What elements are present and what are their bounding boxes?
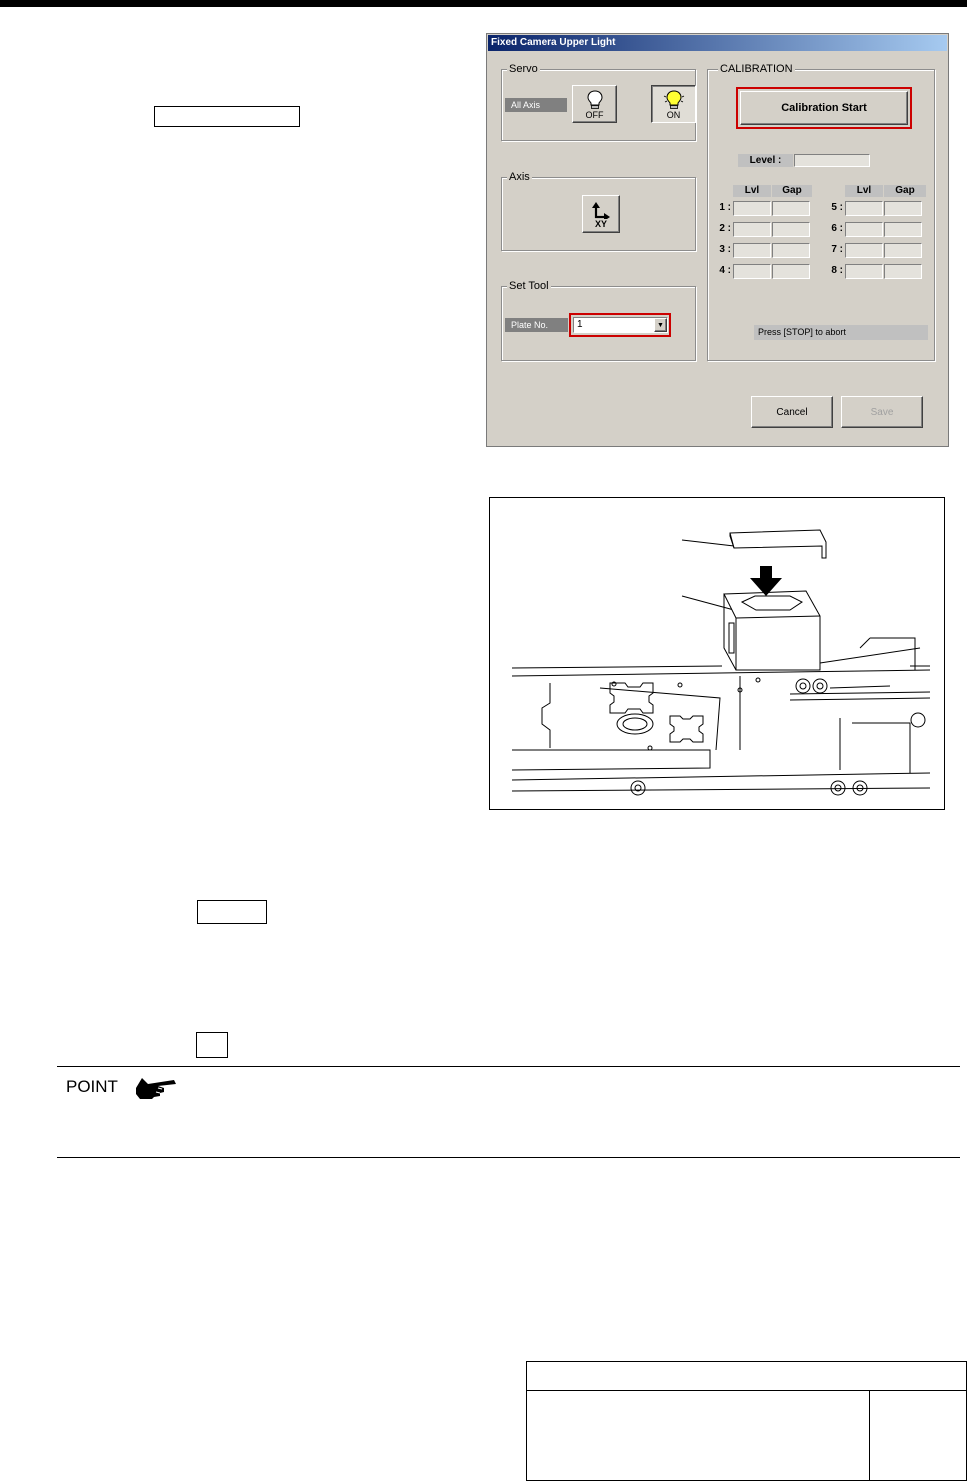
servo-group-label: Servo: [509, 63, 538, 75]
point-label: POINT: [66, 1077, 118, 1096]
col-lvl-header: Lvl: [733, 185, 771, 197]
lvl-cell: [845, 222, 883, 237]
servo-on-label: ON: [666, 110, 681, 120]
pointing-hand-icon: [134, 1074, 178, 1100]
gap-cell: [884, 264, 922, 279]
calibration-group: [707, 63, 935, 361]
plate-no-label: Plate No.: [505, 318, 568, 332]
xy-arrow-icon: [591, 201, 611, 219]
lvl-cell: [733, 201, 771, 216]
level-label: Level :: [738, 154, 793, 167]
plate-installation-figure: [489, 497, 945, 810]
lvl-cell: [845, 201, 883, 216]
gap-cell: [884, 243, 922, 258]
plate-no-select[interactable]: [573, 317, 668, 333]
table-column-divider: [869, 1390, 870, 1480]
row-label: 8 :: [831, 265, 843, 276]
row-label: 1 :: [719, 202, 731, 213]
camera-plate-illustration: [490, 498, 944, 809]
key-placeholder-box: [154, 106, 300, 127]
row-label: 4 :: [719, 265, 731, 276]
key-placeholder-box: [197, 900, 267, 924]
set-tool-group-label: Set Tool: [509, 280, 549, 292]
lvl-cell: [845, 264, 883, 279]
cancel-button[interactable]: Cancel: [751, 396, 833, 428]
lvl-cell: [733, 264, 771, 279]
fixed-camera-dialog: [486, 33, 949, 447]
gap-cell: [884, 222, 922, 237]
bulb-off-icon: [586, 90, 604, 110]
col-gap-header: Gap: [772, 185, 812, 197]
table-header-rule: [527, 1390, 966, 1391]
gap-cell: [772, 201, 810, 216]
axis-xy-button[interactable]: [582, 195, 620, 233]
col-gap-header: Gap: [884, 185, 926, 197]
row-label: 5 :: [831, 202, 843, 213]
gap-cell: [772, 264, 810, 279]
calibration-status: Press [STOP] to abort: [754, 325, 928, 340]
axis-xy-label: XY: [594, 219, 607, 229]
servo-on-button[interactable]: [651, 85, 696, 123]
lvl-cell: [733, 222, 771, 237]
axis-group: [501, 171, 696, 251]
set-tool-group: [501, 280, 696, 361]
level-value: [794, 154, 870, 167]
calibration-group-label: CALIBRATION: [720, 63, 793, 75]
gap-cell: [772, 243, 810, 258]
lvl-cell: [733, 243, 771, 258]
all-axis-label: All Axis: [505, 98, 567, 112]
row-label: 7 :: [831, 244, 843, 255]
calibration-start-button[interactable]: Calibration Start: [740, 91, 908, 125]
servo-group: [501, 63, 696, 141]
save-button[interactable]: Save: [841, 396, 923, 428]
col-lvl-header: Lvl: [845, 185, 883, 197]
point-bottom-rule: [57, 1157, 960, 1158]
key-placeholder-box: [196, 1032, 228, 1058]
top-rule: [0, 0, 967, 7]
row-label: 6 :: [831, 223, 843, 234]
gap-cell: [772, 222, 810, 237]
servo-off-button[interactable]: [572, 85, 617, 123]
revision-table: [526, 1361, 967, 1481]
chevron-down-icon[interactable]: ▼: [654, 318, 667, 332]
row-label: 2 :: [719, 223, 731, 234]
point-top-rule: [57, 1066, 960, 1067]
bulb-on-icon: [663, 90, 685, 110]
servo-off-label: OFF: [585, 110, 604, 120]
dialog-titlebar: Fixed Camera Upper Light: [488, 35, 947, 51]
plate-no-value: 1: [577, 319, 583, 330]
axis-group-label: Axis: [509, 171, 530, 183]
gap-cell: [884, 201, 922, 216]
row-label: 3 :: [719, 244, 731, 255]
lvl-cell: [845, 243, 883, 258]
